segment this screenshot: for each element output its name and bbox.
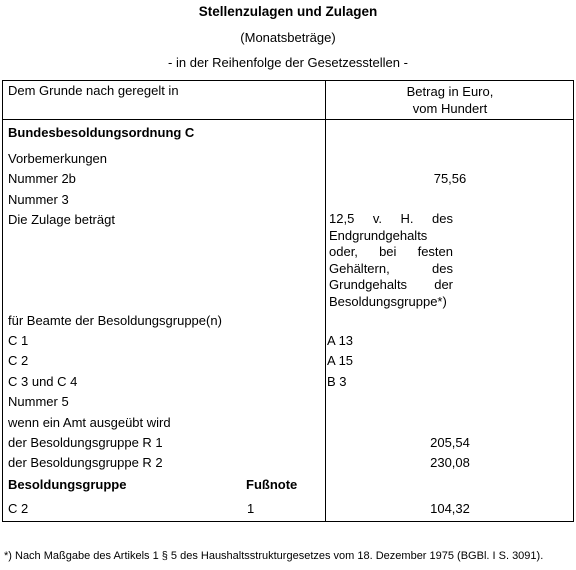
column-divider — [325, 81, 326, 521]
row-value-r1: 205,54 — [430, 435, 470, 450]
row-label-fuer-beamte: für Beamte der Besoldungsgruppe(n) — [8, 313, 222, 328]
row-label-nummer-2b: Nummer 2b — [8, 171, 76, 186]
subheader-fussnote: Fußnote — [246, 477, 298, 492]
document-subtitle-order: - in der Reihenfolge der Gesetzesstellen - — [168, 55, 408, 70]
document-subtitle: (Monatsbeträge) — [240, 30, 336, 45]
row-value-r2: 230,08 — [430, 455, 470, 470]
document-title: Stellenzulagen und Zulagen — [198, 4, 378, 19]
row-value-zulage: 12,5 v. H. des Endgrundgehalts oder, bei festen Gehältern, des Grundgehalts der Besoldungsgruppe*) — [329, 211, 453, 309]
subheader-besoldungsgruppe: Besoldungsgruppe — [8, 477, 127, 492]
row-label-zulage: Die Zulage beträgt — [8, 212, 115, 227]
header-divider — [3, 119, 573, 120]
row-label-nummer-3: Nummer 3 — [8, 192, 69, 207]
column-header-amount-line2: vom Hundert — [412, 101, 488, 116]
section-title: Bundesbesoldungsordnung C — [8, 125, 195, 140]
row-label-last-group: C 2 — [8, 501, 29, 516]
row-value-c2: A 15 — [327, 353, 354, 368]
footnote: *) Nach Maßgabe des Artikels 1 § 5 des Haushaltsstrukturgesetzes vom 18. Dezember 1975 (BGBl. I S. 3091). — [4, 550, 544, 562]
column-header-amount — [327, 83, 573, 117]
row-label-nummer-5: Nummer 5 — [8, 394, 69, 409]
row-label-r1: der Besoldungsgruppe R 1 — [8, 435, 163, 450]
row-label-c2: C 2 — [8, 353, 29, 368]
row-label-wenn-amt: wenn ein Amt ausgeübt wird — [8, 415, 171, 430]
column-header-amount-line1: Betrag in Euro, — [406, 84, 494, 99]
row-label-vorbemerkungen: Vorbemerkungen — [8, 151, 108, 166]
row-value-c3-c4: B 3 — [327, 374, 347, 389]
column-header-basis: Dem Grunde nach geregelt in — [8, 83, 179, 98]
row-value-c1: A 13 — [327, 333, 354, 348]
row-value-nummer-2b: 75,56 — [433, 171, 467, 186]
row-label-c1: C 1 — [8, 333, 29, 348]
allowance-table — [2, 80, 574, 522]
row-value-last: 104,32 — [430, 501, 470, 516]
row-label-c3-c4: C 3 und C 4 — [8, 374, 78, 389]
row-label-r2: der Besoldungsgruppe R 2 — [8, 455, 163, 470]
row-fussnote-last: 1 — [247, 501, 255, 516]
